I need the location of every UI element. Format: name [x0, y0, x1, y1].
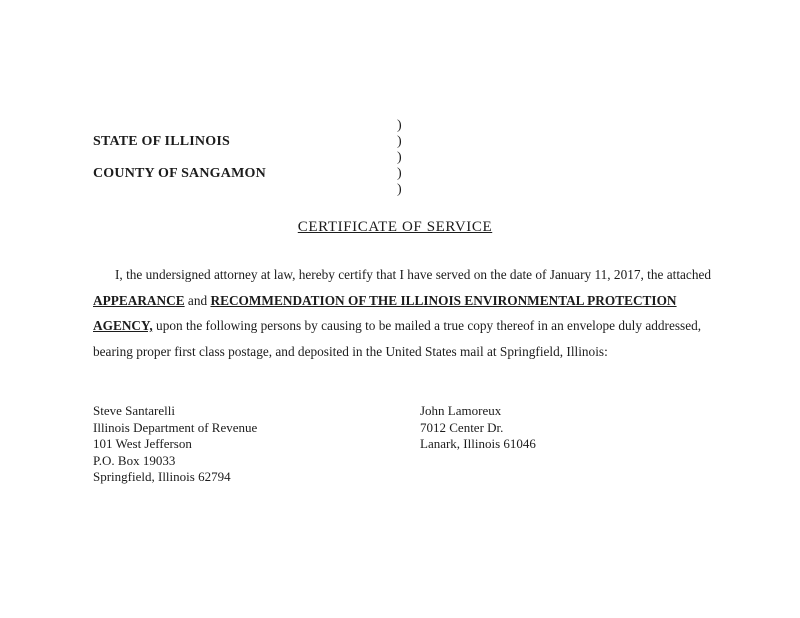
recipient-address-block [420, 403, 680, 453]
caption-paren: ) [397, 134, 402, 149]
address-line: P.O. Box 19033 [93, 452, 176, 468]
caption-row [93, 166, 413, 182]
caption-paren: ) [397, 182, 402, 197]
recipient-address-block [93, 403, 353, 486]
address-line: Lanark, Illinois 61046 [420, 436, 536, 451]
caption-county: COUNTY OF SANGAMON [93, 166, 266, 181]
caption-row [93, 150, 413, 166]
document-name-appearance: APPEARANCE [93, 292, 185, 308]
document-name-recommendation: RECOMMENDATION OF THE ILLINOIS ENVIRONMENTAL PROTECTION AGENCY, [93, 292, 677, 333]
caption-row [93, 182, 413, 198]
body-and: and [184, 292, 211, 308]
address-line: John Lamoreux [420, 403, 502, 418]
certificate-body [93, 262, 713, 364]
caption-paren: ) [397, 150, 402, 165]
caption-row [93, 118, 413, 134]
case-caption [93, 118, 413, 198]
address-line: 7012 Center Dr. [420, 419, 504, 435]
caption-paren: ) [397, 118, 402, 133]
caption-row [93, 134, 413, 150]
caption-paren: ) [397, 166, 402, 181]
caption-state: STATE OF ILLINOIS [93, 134, 230, 149]
address-line: Springfield, Illinois 62794 [93, 469, 231, 484]
body-intro: I, the undersigned attorney at law, hereby certify that I have served on the date of January 11, 2017, the attached [115, 267, 712, 282]
address-line: Steve Santarelli [93, 403, 175, 418]
document-title: CERTIFICATE OF SERVICE [297, 219, 493, 235]
body-rest: upon the following persons by causing to be mailed a true copy thereof in an envelope duly addressed, bearing proper first class postage, and deposited in the United States mail at Springfield, Illinois: [93, 318, 702, 359]
address-line: 101 West Jefferson [93, 436, 192, 451]
address-line: Illinois Department of Revenue [93, 419, 258, 435]
